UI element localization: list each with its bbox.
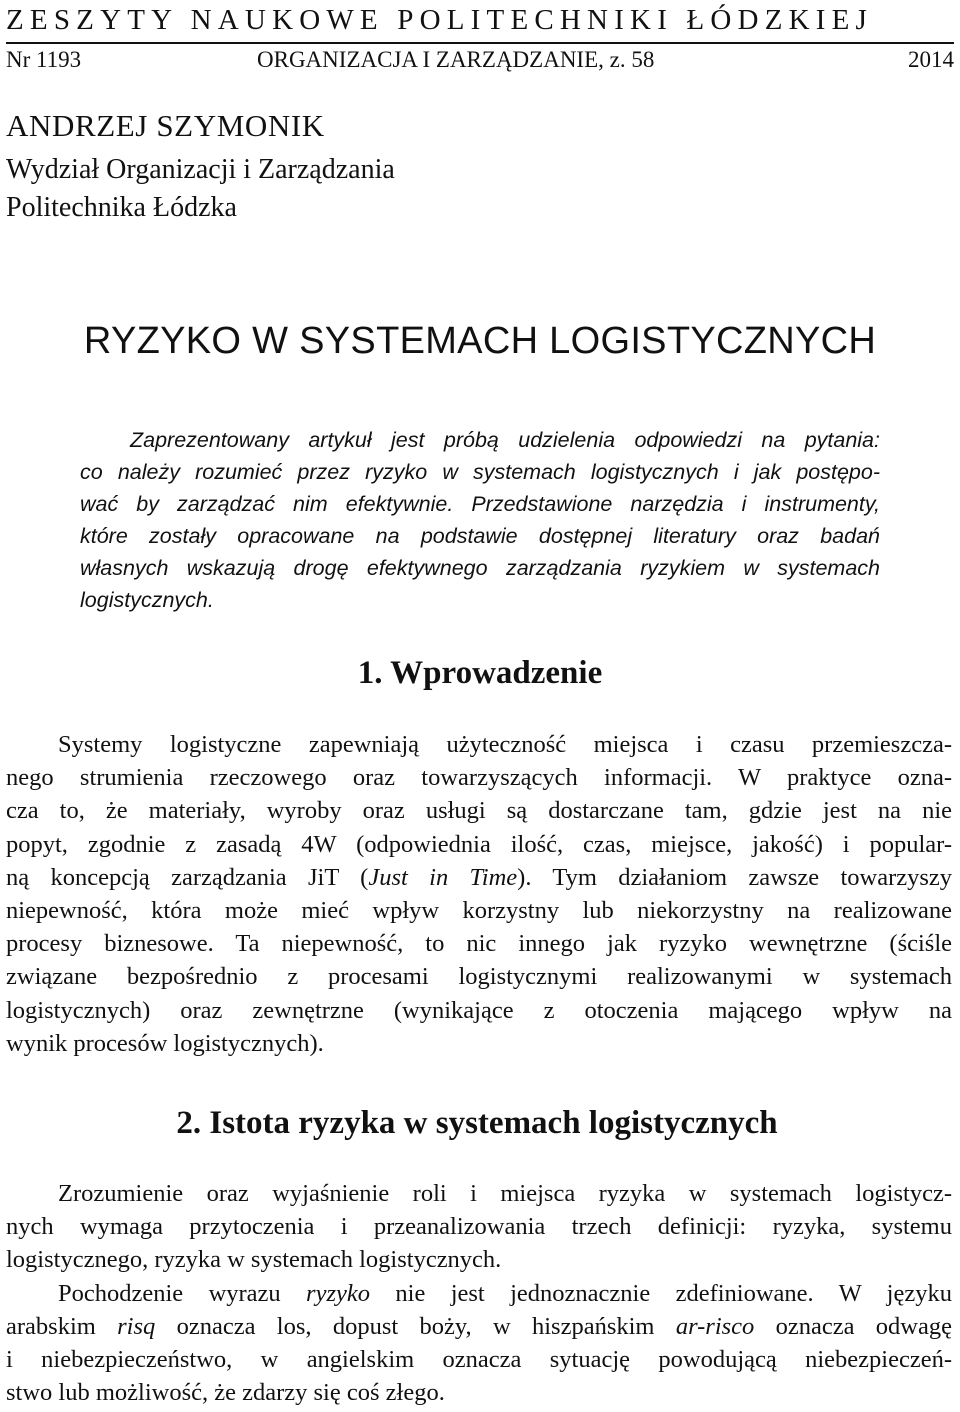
abstract-line: Zaprezentowany artykuł jest próbą udzielenia odpowiedzi na pytania: [130, 428, 880, 452]
author-faculty: Wydział Organizacji i Zarządzania [6, 154, 395, 185]
paragraph-line [6, 1277, 952, 1310]
abstract-line: wać by zarządzać nim efektywnie. Przedstawione narzędzia i instrumenty, [80, 492, 880, 516]
issue-number: Nr 1193 [6, 47, 82, 72]
text-run: ną koncepcją zarządzania JiT ( [6, 863, 369, 891]
paragraph-line: Systemy logistyczne zapewniają użyteczność miejsca i czasu przemieszcza- [58, 731, 952, 758]
series-info: ORGANIZACJA I ZARZĄDZANIE, z. 58 [257, 47, 655, 72]
author-name: ANDRZEJ SZYMONIK [6, 108, 325, 143]
issue-info [6, 47, 954, 77]
abstract-line: które zostały opracowane na podstawie dostępnej literatury oraz badań [80, 524, 880, 548]
paragraph-line: wynik procesów logistycznych). [6, 1029, 324, 1057]
issue-year: 2014 [908, 47, 954, 72]
paragraph-line: cza to, że materiały, wyroby oraz usługi są dostarczane tam, gdzie jest na nie [6, 797, 952, 825]
paragraph-line: niepewność, która może mieć wpływ korzystny lub niekorzystny na realizowane [6, 896, 952, 924]
abstract-line: logistycznych. [80, 588, 214, 612]
paragraph-line: procesy biznesowe. Ta niepewność, to nic innego jak ryzyko wewnętrzne (ściśle [6, 930, 952, 958]
section-1-heading: 1. Wprowadzenie [357, 655, 603, 691]
author-university: Politechnika Łódzka [6, 192, 237, 223]
paragraph-line: nego strumienia rzeczowego oraz towarzyszących informacji. W praktyce ozna- [6, 764, 952, 792]
abstract-line: własnych wskazują drogę efektywnego zarządzania ryzykiem w systemach [80, 556, 880, 580]
journal-name: ZESZYTY NAUKOWE POLITECHNIKI ŁÓDZKIEJ [6, 4, 874, 36]
text-run: Pochodzenie wyrazu [58, 1279, 307, 1307]
paragraph-line: popyt, zgodnie z zasadą 4W (odpowiednia ilość, czas, miejsce, jakość) i popular- [6, 830, 952, 858]
text-run: ). Tym działaniom zawsze towarzyszy [517, 863, 953, 891]
section-2-heading: 2. Istota ryzyka w systemach logistycznych [176, 1105, 778, 1141]
italic-term: Just in Time [368, 863, 518, 891]
section-1-text [6, 728, 952, 1060]
paragraph-line: nych wymaga przytoczenia i przeanalizowania trzech definicji: ryzyka, systemu [6, 1213, 952, 1241]
text-run: nie jest jednoznacznie zdefiniowane. W języku [370, 1279, 952, 1307]
paragraph-line: stwo lub możliwość, że zdarzy się coś złego. [6, 1379, 445, 1407]
italic-term: ryzyko [306, 1279, 370, 1307]
article-title: RYZYKO W SYSTEMACH LOGISTYCZNYCH [83, 320, 877, 362]
header-rule [6, 42, 954, 44]
abstract [80, 424, 880, 616]
italic-term: ar-risco [675, 1312, 755, 1340]
paragraph-line: Zrozumienie oraz wyjaśnienie roli i miejsca ryzyka w systemach logistycz- [58, 1180, 952, 1207]
abstract-line: co należy rozumieć przez ryzyko w systemach logistycznych i jak postępo- [80, 460, 880, 484]
paragraph-line [6, 861, 952, 894]
paragraph-line: logistycznego, ryzyka w systemach logistycznych. [6, 1246, 502, 1274]
paragraph-line: i niebezpieczeństwo, w angielskim oznacza sytuację powodującą niebezpieczeń- [6, 1345, 952, 1373]
section-2-text [6, 1177, 952, 1409]
paragraph-line [6, 1310, 952, 1343]
text-run: arabskim [6, 1312, 118, 1340]
paragraph-line: związane bezpośrednio z procesami logistycznymi realizowanymi w systemach [6, 963, 952, 991]
italic-term: risq [117, 1312, 156, 1340]
text-run: oznacza los, dopust boży, w hiszpańskim [155, 1312, 676, 1340]
text-run: oznacza odwagę [754, 1312, 952, 1340]
paragraph-line: logistycznych) oraz zewnętrzne (wynikające z otoczenia mającego wpływ na [6, 996, 952, 1024]
